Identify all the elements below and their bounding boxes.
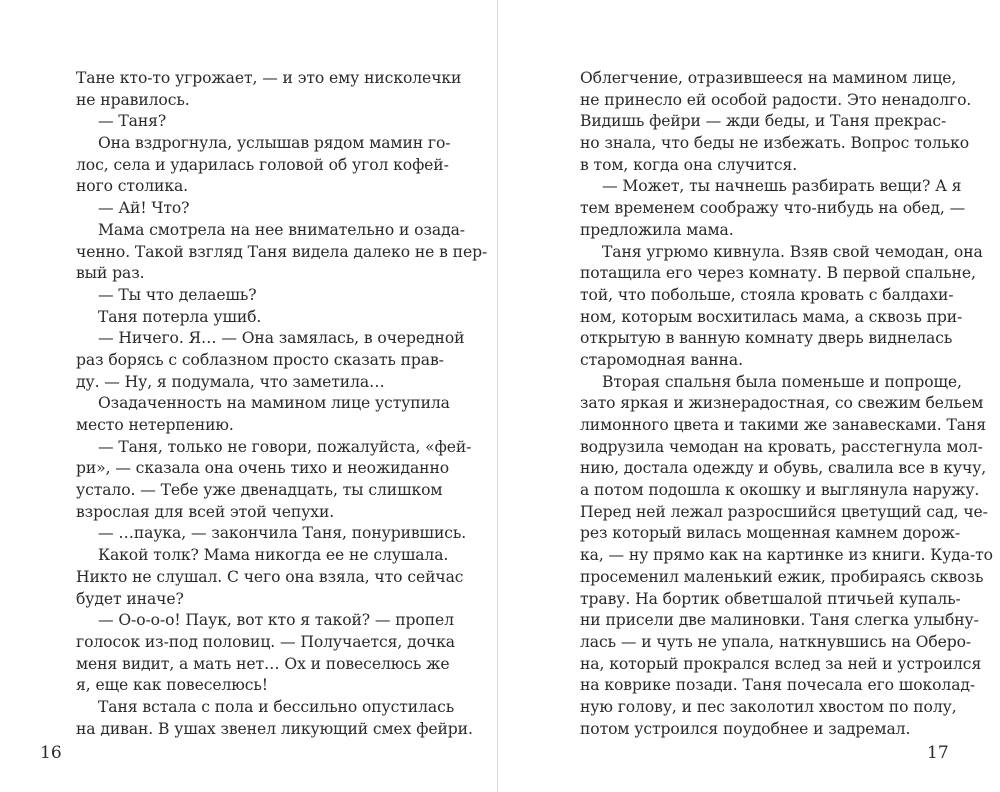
left-page-body <box>76 68 488 740</box>
text-line: я, еще как повеселюсь! <box>76 676 268 695</box>
right-page-number: 17 <box>927 743 949 763</box>
text-line: ка, — ну прямо как на картинке из книги. Куда-то <box>580 546 993 565</box>
text-line: нию, достала одежду и обувь, свалила все в кучу, <box>580 459 987 478</box>
text-line: потащила его через комнату. В первой спальне, <box>580 264 976 283</box>
text-line: а потом подошла к окошку и выглянула наружу. <box>580 481 980 500</box>
text-line: меня видит, а мать нет… Ох и повеселюсь же <box>76 654 450 673</box>
text-line: ду. — Ну, я подумала, что заметила… <box>76 372 385 391</box>
text-line: ном, которым восхитилась мама, а сквозь при- <box>580 307 963 326</box>
text-line: вый раз. <box>76 264 145 283</box>
text-line: — Ты что делаешь? <box>98 285 257 304</box>
text-line: ченно. Такой взгляд Таня видела далеко не в пер- <box>76 242 488 261</box>
text-line: — …паука, — закончила Таня, понурившись. <box>98 524 467 543</box>
text-line: на диван. В ушах звенел ликующий смех фейри. <box>76 719 473 738</box>
text-line: просеменил маленький ежик, пробираясь сквозь <box>580 567 984 586</box>
text-line: водрузила чемодан на кровать, расстегнула мол- <box>580 437 983 456</box>
text-line: старомодная ванна. <box>580 350 743 369</box>
text-line: Какой толк? Мама никогда ее не слушала. <box>98 546 449 565</box>
text-line: лос, села и ударилась головой об угол кофей- <box>76 155 449 174</box>
text-line: Таня потерла ушиб. <box>98 307 262 326</box>
text-line: лась — и чуть не упала, наткнувшись на Оберо- <box>580 632 972 651</box>
text-line: потом устроился поудобнее и задремал. <box>580 719 911 738</box>
text-line: — Ничего. Я… — Она замялась, в очередной <box>98 329 465 348</box>
text-line: рез который вилась мощенная камнем дорож- <box>580 524 960 543</box>
text-line: Никто не слушал. С чего она взяла, что сейчас <box>76 567 464 586</box>
right-page-body <box>580 68 993 740</box>
text-line: — Таня, только не говори, пожалуйста, «фей- <box>98 437 472 456</box>
text-line: взрослая для всей этой чепухи. <box>76 502 335 521</box>
text-line: Тане кто-то угрожает, — и это ему нисколечки <box>76 69 462 87</box>
text-line: не принесло ей особой радости. Это ненадолго. <box>580 90 972 109</box>
text-line: ри», — сказала она очень тихо и неожиданно <box>76 459 450 478</box>
text-line: будет иначе? <box>76 589 184 608</box>
left-page-number: 16 <box>40 743 62 763</box>
text-line: Она вздрогнула, услышав рядом мамин го- <box>98 134 451 153</box>
text-line: предложила мама. <box>580 220 734 239</box>
text-line: на коврике позади. Таня почесала его шоколад- <box>580 676 976 695</box>
text-line: но знала, что беды не избежать. Вопрос только <box>580 134 970 153</box>
text-line: Таня угрюмо кивнула. Взяв свой чемодан, она <box>602 242 983 261</box>
text-line: не нравилось. <box>76 90 190 109</box>
text-line: Облегчение, отразившееся на мамином лице, <box>580 69 957 87</box>
text-line: открытую в ванную комнату дверь виднелась <box>580 329 953 348</box>
text-line: ного столика. <box>76 177 189 196</box>
text-line: Таня встала с пола и бессильно опустилась <box>98 697 455 716</box>
text-line: тем временем соображу что-нибудь на обед, — <box>580 199 966 218</box>
text-line: раз борясь с соблазном просто сказать прав- <box>76 350 444 369</box>
text-line: ни присели две малиновки. Таня слегка улыбну- <box>580 611 979 630</box>
text-line: — О-о-о-о! Паук, вот кто я такой? — пропел <box>98 611 454 630</box>
text-line: зато яркая и жизнерадостная, со свежим бельем <box>580 394 984 413</box>
text-line: той, что побольше, стояла кровать с балдахи- <box>580 285 954 304</box>
text-line: Видишь фейри — жди беды, и Таня прекрас- <box>580 112 947 131</box>
page-gutter <box>497 0 498 792</box>
text-line: — Таня? <box>98 112 167 131</box>
text-line: Озадаченность на мамином лице уступила <box>98 394 450 413</box>
text-line: траву. На бортик обветшалой птичьей купаль- <box>580 589 961 608</box>
text-line: — Может, ты начнешь разбирать вещи? А я <box>602 177 962 196</box>
text-line: ную голову, и пес заколотил хвостом по полу, <box>580 697 957 716</box>
text-line: голосок из-под половиц. — Получается, дочка <box>76 632 455 651</box>
text-line: Вторая спальня была поменьше и попроще, <box>602 372 962 391</box>
text-line: лимонного цвета и такими же занавесками. Таня <box>580 416 986 434</box>
text-line: устало. — Тебе уже двенадцать, ты слишком <box>76 481 443 500</box>
text-line: место нетерпению. <box>76 416 234 434</box>
text-line: Перед ней лежал разросшийся цветущий сад, че- <box>580 502 988 521</box>
text-line: на, который прокрался вслед за ней и устроился <box>580 654 982 673</box>
text-line: в том, когда она случится. <box>580 155 798 174</box>
text-line: — Ай! Что? <box>98 199 190 218</box>
text-line: Мама смотрела на нее внимательно и озада- <box>98 220 465 239</box>
